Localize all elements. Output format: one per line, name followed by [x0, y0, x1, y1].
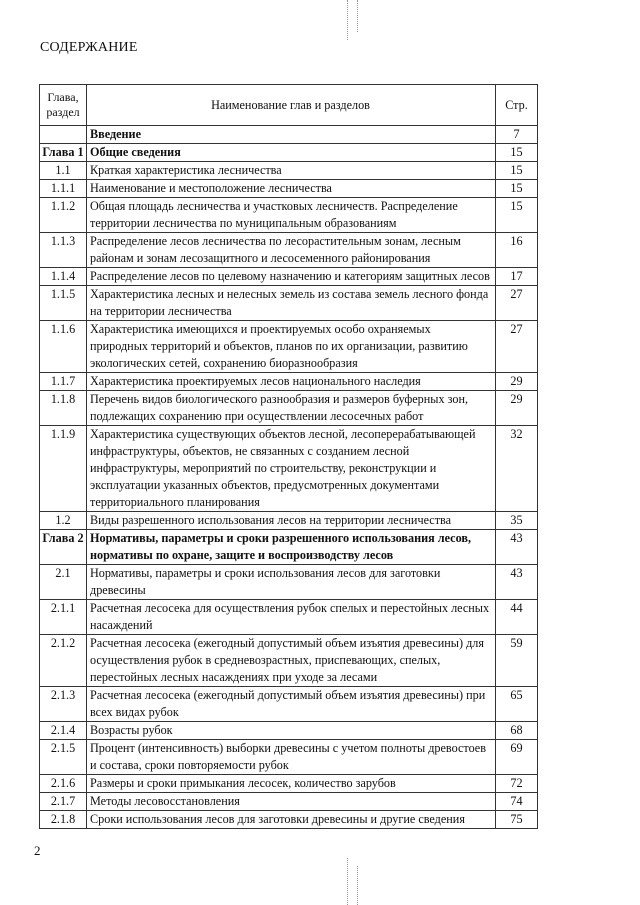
table-row	[40, 635, 538, 687]
toc-entry-number: 2.1.7	[40, 793, 87, 811]
toc-header-page: Стр.	[496, 85, 538, 126]
table-row	[40, 512, 538, 530]
toc-entry-page: 27	[496, 321, 538, 373]
table-row	[40, 600, 538, 635]
toc-entry-number: Глава 2	[40, 530, 87, 565]
toc-entry-number: 1.1.9	[40, 426, 87, 512]
toc-entry-number: 2.1.3	[40, 687, 87, 722]
toc-entry-page: 16	[496, 233, 538, 268]
toc-entry-title: Методы лесовосстановления	[87, 793, 496, 811]
toc-entry-page: 59	[496, 635, 538, 687]
toc-entry-title: Расчетная лесосека (ежегодный допустимый объем изъятия древесины) для осуществления рубок в средневозрастных, приспевающих, спелых, перестойных лесных насаждениях при уходе за лесами	[87, 635, 496, 687]
toc-table	[39, 84, 538, 829]
toc-entry-number: 2.1.4	[40, 722, 87, 740]
toc-entry-number: 1.2	[40, 512, 87, 530]
toc-entry-page: 29	[496, 391, 538, 426]
toc-header-row	[40, 85, 538, 126]
toc-entry-number: 1.1.2	[40, 198, 87, 233]
toc-entry-number	[40, 126, 87, 144]
toc-entry-title: Перечень видов биологического разнообразия и размеров буферных зон, подлежащих сохранению при осуществлении лесосечных работ	[87, 391, 496, 426]
toc-entry-title: Распределение лесов лесничества по лесорастительным зонам, лесным районам и зонам лесозащитного и лесосеменного районирования	[87, 233, 496, 268]
toc-entry-number: 2.1	[40, 565, 87, 600]
toc-entry-title: Распределение лесов по целевому назначению и категориям защитных лесов	[87, 268, 496, 286]
table-row	[40, 687, 538, 722]
table-row	[40, 180, 538, 198]
toc-entry-title: Характеристика проектируемых лесов национального наследия	[87, 373, 496, 391]
toc-entry-page: 7	[496, 126, 538, 144]
toc-entry-title: Краткая характеристика лесничества	[87, 162, 496, 180]
toc-entry-number: 1.1.1	[40, 180, 87, 198]
toc-entry-page: 32	[496, 426, 538, 512]
table-row	[40, 740, 538, 775]
toc-entry-title: Нормативы, параметры и сроки использования лесов для заготовки древесины	[87, 565, 496, 600]
table-row	[40, 233, 538, 268]
toc-entry-title: Возрасты рубок	[87, 722, 496, 740]
toc-entry-page: 65	[496, 687, 538, 722]
toc-entry-page: 43	[496, 530, 538, 565]
scan-artifact	[347, 858, 348, 905]
toc-entry-number: 1.1	[40, 162, 87, 180]
toc-entry-number: 1.1.6	[40, 321, 87, 373]
toc-entry-title: Характеристика имеющихся и проектируемых особо охраняемых природных территорий и объектов, планов по их организации, развитию экологических сетей, сохранению биоразнообразия	[87, 321, 496, 373]
toc-header-title: Наименование глав и разделов	[87, 85, 496, 126]
table-row	[40, 426, 538, 512]
table-row	[40, 565, 538, 600]
toc-entry-number: 1.1.7	[40, 373, 87, 391]
toc-entry-page: 15	[496, 198, 538, 233]
toc-entry-number: 2.1.1	[40, 600, 87, 635]
scan-artifact	[347, 0, 348, 40]
scan-artifact	[357, 0, 358, 32]
toc-entry-page: 68	[496, 722, 538, 740]
toc-entry-page: 15	[496, 144, 538, 162]
toc-entry-number: 1.1.4	[40, 268, 87, 286]
toc-entry-number: Глава 1	[40, 144, 87, 162]
page-number: 2	[34, 843, 41, 858]
toc-entry-page: 17	[496, 268, 538, 286]
table-row	[40, 793, 538, 811]
toc-entry-page: 72	[496, 775, 538, 793]
table-row	[40, 268, 538, 286]
toc-entry-title: Размеры и сроки примыкания лесосек, количество зарубов	[87, 775, 496, 793]
toc-entry-page: 35	[496, 512, 538, 530]
toc-entry-page: 15	[496, 180, 538, 198]
table-row	[40, 321, 538, 373]
toc-entry-title: Введение	[87, 126, 496, 144]
toc-entry-number: 1.1.5	[40, 286, 87, 321]
table-row	[40, 391, 538, 426]
table-row	[40, 286, 538, 321]
toc-entry-page: 44	[496, 600, 538, 635]
toc-entry-title: Характеристика существующих объектов лесной, лесоперерабатывающей инфраструктуры, объектов, не связанных с созданием лесной инфраструктуры, мероприятий по строительству, реконструкции и эксплуатации указанных объектов, предусмотренных документами территориального планирования	[87, 426, 496, 512]
toc-entry-number: 2.1.6	[40, 775, 87, 793]
toc-entry-page: 69	[496, 740, 538, 775]
toc-entry-page: 29	[496, 373, 538, 391]
toc-entry-page: 15	[496, 162, 538, 180]
toc-entry-page: 27	[496, 286, 538, 321]
toc-entry-number: 1.1.3	[40, 233, 87, 268]
table-row	[40, 811, 538, 829]
table-row	[40, 126, 538, 144]
table-row	[40, 162, 538, 180]
scan-artifact	[357, 866, 358, 905]
toc-entry-title: Расчетная лесосека для осуществления рубок спелых и перестойных лесных насаждений	[87, 600, 496, 635]
toc-entry-number: 2.1.2	[40, 635, 87, 687]
table-row	[40, 144, 538, 162]
toc-header-number: Глава, раздел	[40, 85, 87, 126]
toc-entry-title: Общая площадь лесничества и участковых лесничеств. Распределение территории лесничества по муниципальным образованиям	[87, 198, 496, 233]
table-row	[40, 722, 538, 740]
toc-entry-number: 2.1.5	[40, 740, 87, 775]
toc-entry-page: 75	[496, 811, 538, 829]
toc-entry-page: 43	[496, 565, 538, 600]
table-row	[40, 198, 538, 233]
toc-entry-page: 74	[496, 793, 538, 811]
table-row	[40, 373, 538, 391]
toc-entry-title: Общие сведения	[87, 144, 496, 162]
toc-entry-title: Процент (интенсивность) выборки древесины с учетом полноты древостоев и состава, сроки повторяемости рубок	[87, 740, 496, 775]
toc-entry-title: Виды разрешенного использования лесов на территории лесничества	[87, 512, 496, 530]
toc-entry-title: Сроки использования лесов для заготовки древесины и другие сведения	[87, 811, 496, 829]
page-title: СОДЕРЖАНИЕ	[40, 40, 138, 55]
toc-entry-number: 2.1.8	[40, 811, 87, 829]
toc-entry-title: Характеристика лесных и нелесных земель из состава земель лесного фонда на территории лесничества	[87, 286, 496, 321]
table-row	[40, 775, 538, 793]
table-row	[40, 530, 538, 565]
toc-entry-title: Наименование и местоположение лесничества	[87, 180, 496, 198]
toc-entry-title: Нормативы, параметры и сроки разрешенного использования лесов, нормативы по охране, защите и воспроизводству лесов	[87, 530, 496, 565]
toc-entry-title: Расчетная лесосека (ежегодный допустимый объем изъятия древесины) при всех видах рубок	[87, 687, 496, 722]
toc-entry-number: 1.1.8	[40, 391, 87, 426]
